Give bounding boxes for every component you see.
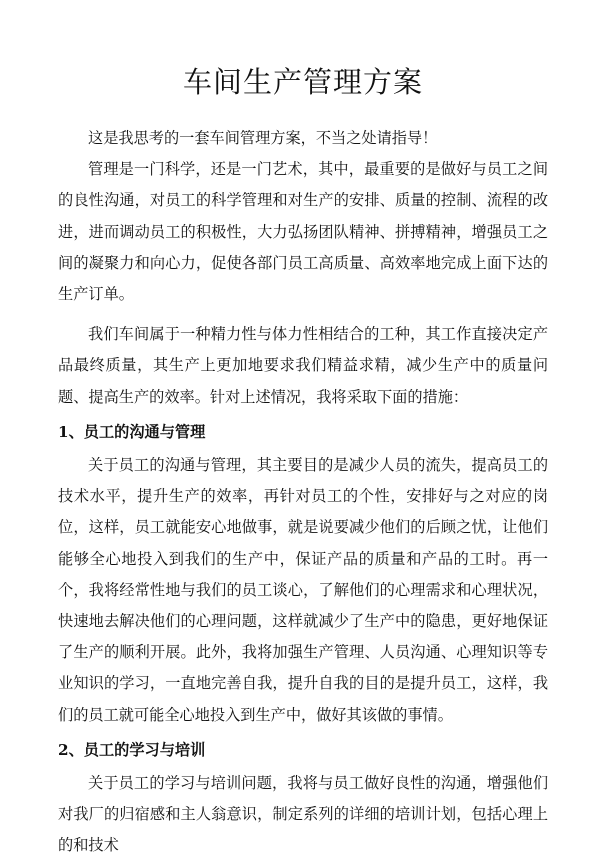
intro-paragraph: 这是我思考的一套车间管理方案，不当之处请指导！ xyxy=(88,129,438,147)
section-1-body: 关于员工的沟通与管理，其主要目的是减少人员的流失，提高员工的技术水平，提升生产的效率，再针对员工的个性，安排好与之对应的岗位，这样，员工就能安心地做事，就是说要减少他们的后顾之忧，让他们能够全心地投入到我们的生产中，保证产品的质量和产品的工时。再一个，我将经常性地与我们的员工谈心，了解他们的心理需求和心理状况，快速地去解决他们的心理问题，这样就减少了生产中的隐患，更好地保证了生产的顺利开展。此外，我将加强生产管理、人员沟通、心理知识等专业知识的学习，一直地完善自我，提升自我的目的是提升员工，这样，我们的员工就可能全心地投入到生产中，做好其该做的事情。 xyxy=(58,456,548,724)
section-1-heading: 1、员工的沟通与管理 xyxy=(58,422,206,441)
management-paragraph: 管理是一门科学，还是一门艺术，其中，最重要的是做好与员工之间的良性沟通，对员工的科学管理和对生产的安排、质量的控制、流程的改进，进而调动员工的积极性，大力弘扬团队精神、拼搏精神，增强员工之间的凝聚力和向心力，促使各部门员工高质量、高效率地完成上面下达的生产订单。 xyxy=(58,160,548,304)
section-2-body: 关于员工的学习与培训问题，我将与员工做好良性的沟通，增强他们对我厂的归宿感和主人翁意识，制定系列的详细的培训计划，包括心理上的和技术 xyxy=(58,774,548,855)
document-title: 车间生产管理方案 xyxy=(182,65,423,99)
section-2-heading: 2、员工的学习与培训 xyxy=(58,740,206,759)
workshop-paragraph: 我们车间属于一种精力性与体力性相结合的工种，其工作直接决定产品最终质量，其生产上更加地要求我们精益求精，减少生产中的质量问题、提高生产的效率。针对上述情况，我将采取下面的措施： xyxy=(58,325,548,406)
